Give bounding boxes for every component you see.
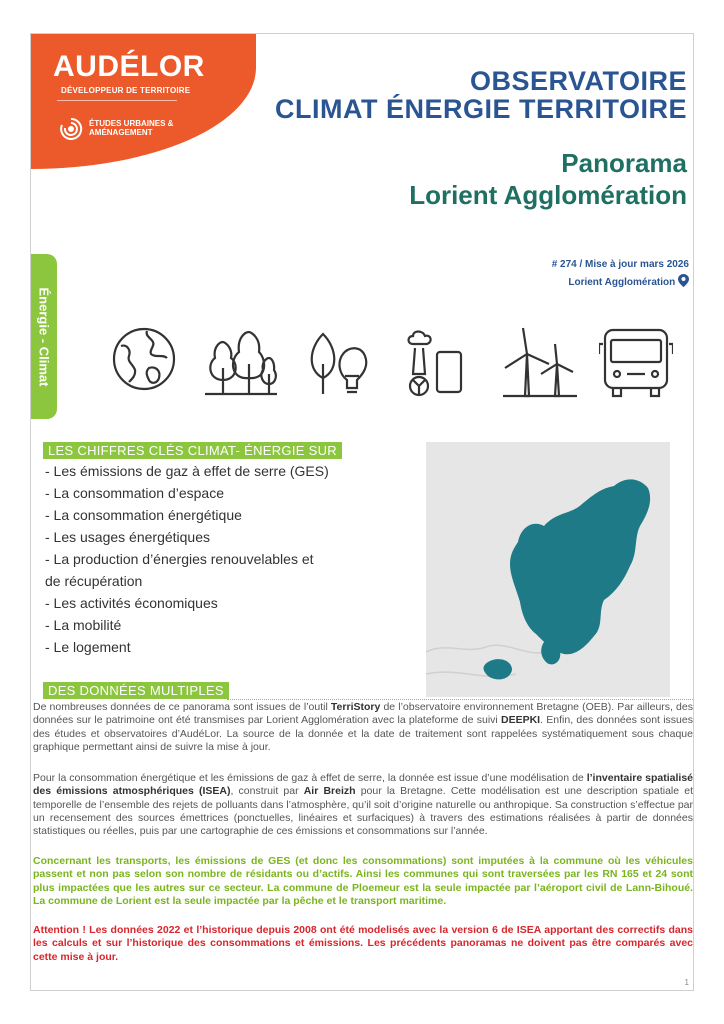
section-tab: Énergie - Climat: [30, 254, 57, 419]
audelor-logo-block: [31, 34, 256, 169]
globe-icon: [109, 324, 179, 394]
heading-underline: [227, 699, 693, 700]
bus-icon: [599, 324, 673, 402]
list-item: - La consommation d’espace: [45, 485, 224, 501]
list-item: - Les usages énergétiques: [45, 529, 210, 545]
key-figures-heading: LES CHIFFRES CLÉS CLIMAT- ÉNERGIE SUR: [43, 442, 342, 459]
list-item: de récupération: [45, 573, 143, 589]
brand-name: AUDÉLOR: [53, 50, 205, 83]
lorient-agglomeration-map: [426, 442, 670, 697]
list-item: - Les activités économiques: [45, 595, 218, 611]
document-page: [30, 33, 694, 991]
list-item: - La mobilité: [45, 617, 122, 633]
data-paragraph-2: Pour la consommation énergétique et les émissions de gaz à effet de serre, la donnée est issue d’une modélisation de l’inventaire spatialisé des émissions atmosphériques (ISEA), construit par Air Breizh pour la Bretagne. Cette modélisation est une description spatiale et temporelle de l’ensemble des rejets de polluants dans l’atmosphère, qu’il soit d’origine naturelle ou anthropique. Sa construction s’effectue par un recensement des sources émettrices (ponctuelles, linéaires et surfaciques) à travers des estimations réalisées à partir de données statistiques ou réelles, puis par une cartographie de ces émissions et consommations sur l’année.: [33, 772, 694, 838]
leaf-bulb-icon: [301, 324, 379, 402]
theme-icons-row: [109, 324, 669, 404]
brand-tagline: DÉVELOPPEUR DE TERRITOIRE: [61, 86, 191, 95]
main-title: OBSERVATOIRE CLIMAT ÉNERGIE TERRITOIRE: [274, 66, 687, 124]
key-figures-list: [45, 460, 365, 658]
territory-map: [426, 442, 670, 697]
data-paragraph-1: De nombreuses données de ce panorama sont issues de l’outil TerriStory de l’observatoire environnement Bretagne (OEB). Par ailleurs, des données sur le patrimoine ont été transmises par Lorient Agglomération avec la plateforme de suivi DEEPKI. Enfin, des données sont issues des études et observatoires d’AudéLor. La source de la donnée et la date de traitement sont rappelées systématiquement sous chaque graphique permettant ainsi de suivre la mise à jour.: [33, 701, 693, 753]
territory-label: Lorient Agglomération: [568, 274, 689, 288]
transport-note: Concernant les transports, les émissions de GES (et donc les consommations) sont imputées à la commune où les véhicules passent et non pas selon son nombre de résidants ou d’actifs. Ainsi les communes qui sont traversées par les RN 165 et 24 sont plus impactées que les autres sur ce secteur. La commune de Ploemeur est la seule impactée par l’aéroport civil de Lann-Bihoué. La commune de Lorient est la seule impactée par la pêche et le transport maritime.: [33, 855, 693, 907]
wind-turbines-icon: [499, 324, 579, 402]
list-item: - La consommation énergétique: [45, 507, 242, 523]
factory-icon: [399, 324, 477, 402]
issue-number: # 274 / Mise à jour mars 2026: [551, 259, 689, 270]
brand-separator: [57, 100, 177, 101]
location-pin-icon: [678, 274, 689, 287]
list-item: - Le logement: [45, 639, 131, 655]
warning-note: Attention ! Les données 2022 et l’historique depuis 2008 ont été modelisés avec la version 6 de ISEA apportant des correctifs dans les calculs et sur l’historique des consommations et émissions. Les précédents panoramas ne doivent pas être comparés avec cette mise à jour.: [33, 924, 693, 963]
data-section-heading: DES DONNÉES MULTIPLES: [43, 682, 229, 699]
brand-division: ÉTUDES URBAINES & AMÉNAGEMENT: [89, 119, 174, 137]
trees-icon: [201, 324, 279, 402]
page-number: 1: [684, 978, 689, 987]
urban-studies-icon: [58, 116, 84, 142]
panorama-title: Panorama Lorient Agglomération: [409, 148, 687, 210]
list-item: - La production d’énergies renouvelables et: [45, 551, 314, 567]
list-item: - Les émissions de gaz à effet de serre (GES): [45, 463, 329, 479]
